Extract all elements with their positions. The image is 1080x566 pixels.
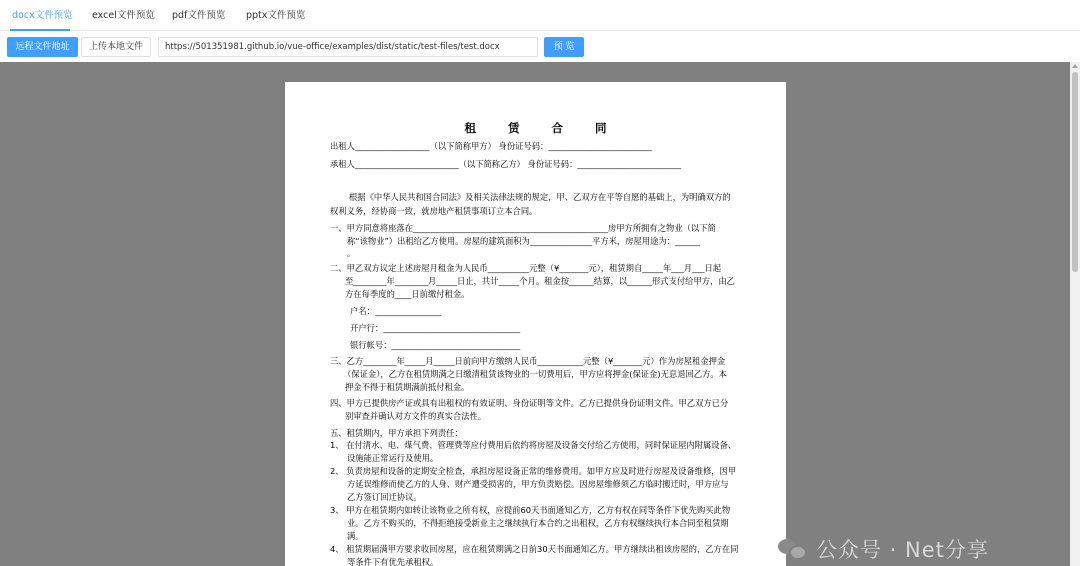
doc-line: 承租人_________________________（以下简称乙方） 身份证号码：_________________________: [330, 159, 682, 169]
doc-line: 称“该物业”）出租给乙方使用。房屋的建筑面积为_______________平方米，房屋用途为：______: [347, 236, 700, 246]
doc-line: 权利义务，经协商一致，就房地产租赁事项订立本合同。: [330, 206, 538, 216]
doc-line: 2、 负责房屋和设备的定期安全检查，承担房屋设备正常的维修费用。如甲方应及时进行房屋及设备维修，因甲: [330, 466, 737, 476]
doc-line: 1、 在付清水、电、煤气费、管理费等应付费用后依约将房屋及设备交付给乙方使用，同时保证屋内附属设备、: [330, 440, 737, 450]
tab-pptx-preview[interactable]: pptx文件预览: [246, 10, 306, 21]
document-title: 租 赁 合 同: [464, 121, 621, 135]
document-viewer[interactable]: [0, 62, 1070, 566]
tab-excel-preview[interactable]: excel文件预览: [92, 10, 155, 21]
doc-line: 开户行：_________________________________: [350, 323, 521, 333]
doc-line: 。: [347, 248, 356, 258]
doc-line: 四、甲方已提供房产证或具有出租权的有效证明、身份证明等文件。乙方已提供身份证明文件。甲乙双方已分: [330, 398, 729, 408]
doc-line: 3、 甲方在租赁期内如转让该物业之所有权，应提前60天书面通知乙方，乙方有权在同等条件下优先购买此物: [330, 505, 731, 515]
doc-line: 4、 租赁期届满甲方要求收回房屋，应在租赁期满之日前30天书面通知乙方。甲方继续出租该房屋的，乙方在同: [330, 544, 739, 554]
tab-bar: [0, 0, 1080, 31]
toolbar: [0, 31, 1080, 62]
doc-line: 满。: [347, 531, 364, 541]
doc-line: 设施能正常运行及使用。: [347, 453, 439, 463]
doc-line: 乙方签订回迁协议。: [347, 492, 422, 502]
preview-button[interactable]: 预 览: [544, 37, 584, 57]
remote-file-button[interactable]: 远程文件地址: [7, 37, 78, 57]
tab-docx-preview[interactable]: docx文件预览: [12, 10, 73, 21]
doc-line: 银行帐号：_______________________________: [350, 340, 521, 350]
scroll-up-arrow-icon[interactable]: [1072, 64, 1078, 68]
wechat-icon: [778, 537, 808, 561]
doc-line: （保证金），乙方在租赁期满之日缴清租赁该物业的一切费用后，甲方应将押金(保证金)无息退回乙方。本: [343, 369, 727, 379]
upload-local-file-button[interactable]: 上传本地文件: [81, 37, 151, 57]
tab-pdf-preview[interactable]: pdf文件预览: [172, 10, 226, 21]
doc-line: 根据《中华人民共和国合同法》及相关法律法规的规定，甲、乙双方在平等自愿的基础上，为明确双方的: [349, 192, 731, 202]
scrollbar-thumb[interactable]: [1072, 72, 1078, 272]
doc-line: 方延误维修而使乙方的人身、财产遭受损害的，甲方负责赔偿。因房屋维修须乙方临时搬迁时，甲方应与: [347, 479, 729, 489]
doc-line: 出租人__________________（以下简称甲方） 身份证号码：_________________________: [330, 141, 653, 151]
doc-line: 一、甲方同意将座落在_______________________________________________房甲方所拥有之物业（以下简: [330, 223, 716, 233]
doc-line: 方在每季度的____日前缴付租金。: [345, 289, 470, 299]
file-url-input[interactable]: [158, 37, 538, 57]
watermark: [778, 532, 989, 566]
watermark-text: 公众号 · Net分享: [816, 538, 989, 562]
doc-line: 业。乙方不购买的，不得拒绝接受新业主之继续执行本合约之出租权，乙方有权继续执行本合同至租赁期: [347, 518, 729, 528]
document-page: [285, 82, 786, 566]
vertical-scrollbar[interactable]: [1070, 62, 1080, 566]
doc-line: 三、乙方________年_____月_____日前向甲方缴纳人民币___________元整（¥_______元）作为房屋租金押金: [330, 356, 726, 366]
doc-line: 户名：________________: [350, 306, 442, 316]
doc-line: 至________年________月_____日止，共计_____个月。租金按______结算，以______形式支付给甲方，由乙: [345, 276, 735, 286]
doc-line: 等条件下有优先承租权。: [347, 557, 439, 566]
doc-line: 押金不得于租赁期满前抵付租金。: [345, 382, 470, 392]
doc-line: 五、租赁期内，甲方承担下列责任：: [330, 428, 463, 438]
doc-line: 别审查并确认对方文件的真实合法性。: [345, 411, 487, 421]
doc-line: 二、甲乙双方议定上述房屋月租金为人民币__________元整（¥_______元），租赁期自_____年___月___日起: [330, 263, 722, 273]
